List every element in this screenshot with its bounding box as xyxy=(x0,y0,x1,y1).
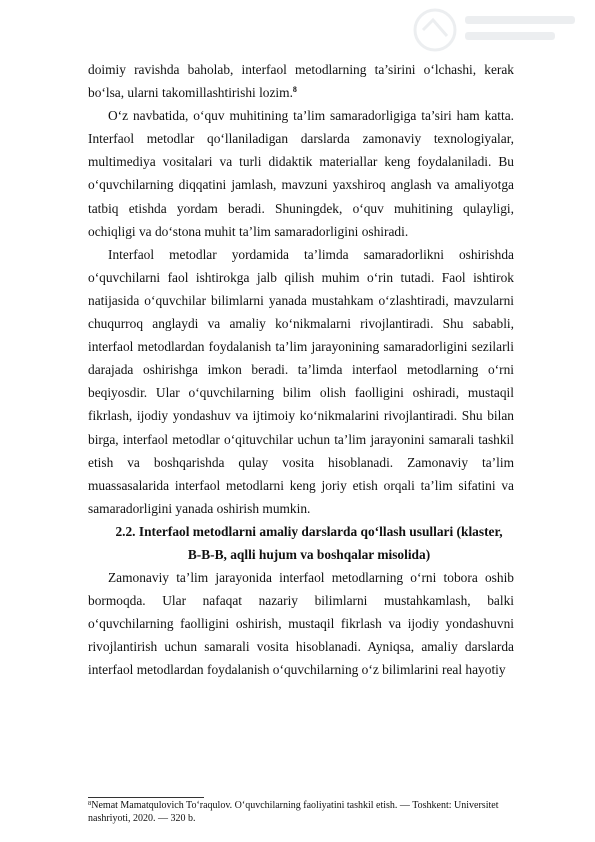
footnote-marker: 8 xyxy=(88,800,92,807)
paragraph-3: Interfaol metodlar yordamida ta’limda samaradorlikni oshirishda o‘quvchilarni faol ishtirokga jalb qilish muhim o‘rin tutadi. Faol ishtirok natijasida o‘quvchilar bilimlarni yanada mustahkam o‘zlashtiradi, mavzularni chuqurroq anglaydi va amaliy ko‘nikmalarni rivojlantiradi. Shu sababli, interfaol metodlardan foydalanish ta’lim jarayonining samaradorligini sezilarli darajada oshirishga imkon beradi. ta’limda interfaol metodlarning o‘rni beqiyosdir. Ular o‘quvchilarning bilim olish faolligini oshiradi, mustaqil fikrlash, ijodiy yondashuv va ijtimoiy ko‘nikmalarini rivojlantiradi. Shu bilan birga, interfaol metodlar o‘qituvchilar uchun ta’lim jarayonini samarali tashkil etish va boshqarishda qulay vosita hisoblanadi. Zamonaviy ta’lim muassasalarida interfaol metodlarni keng joriy etish orqali ta’lim sifatini va samaradorligini yanada oshirish mumkin. xyxy=(88,246,514,516)
section-heading: 2.2. Interfaol metodlarni amaliy darslarda qo‘llash usullari (klaster, B-B-B, aqlli hujum va boshqalar misolida) xyxy=(115,523,503,562)
paragraph-1-first-line: doimiy ravishda baholab, interfaol metodlarning ta’sirini o‘lchashi, kerak xyxy=(88,62,514,77)
paragraph-1-rest: bo‘lsa, ularni takomillashtirishi lozim. xyxy=(88,85,293,101)
footnote-divider xyxy=(88,797,204,798)
footnote-reference[interactable]: 8 xyxy=(292,85,297,95)
body-text xyxy=(88,58,514,682)
paragraph-1 xyxy=(88,58,514,104)
paragraph-2: O‘z navbatida, o‘quv muhitining ta’lim samaradorligiga ta’siri ham katta. Interfaol metodlar qo‘llaniladigan darslarda zamonaviy texnologiyalar, multimediya vositalari va turli didaktik materiallar keng foydalaniladi. Bu o‘quvchilarning diqqatini jamlash, mavzuni yaxshiroq anglash va amaliyotga tatbiq etishda yordam beradi. Shuningdek, o‘quv muhitining qulayligi, ochiqligi va do‘stona muhit ta’lim samaradorligini oshiradi. xyxy=(88,108,514,239)
watermark-logo xyxy=(395,2,595,62)
footnote-text: Nemat Mamatqulovich To‘raqulov. O‘quvchilarning faoliyatini tashkil etish. — Toshkent: Universitet nashriyoti, 2020. — 320 b. xyxy=(88,800,499,824)
paragraph-4: Zamonaviy ta’lim jarayonida interfaol metodlarning o‘rni tobora oshib bormoqda. Ular nafaqat nazariy bilimlarni mustahkamlash, balki o‘quvchilarning faolligini oshirish, mustaqil fikrlash va ijodiy yondashuvni rivojlantirish uchun samarali vosita hisoblanadi. Ayniqsa, amaliy darslarda interfaol metodlardan foydalanish o‘quvchilarning o‘z bilimlarini real hayotiy xyxy=(88,570,514,678)
footnote xyxy=(88,799,518,825)
